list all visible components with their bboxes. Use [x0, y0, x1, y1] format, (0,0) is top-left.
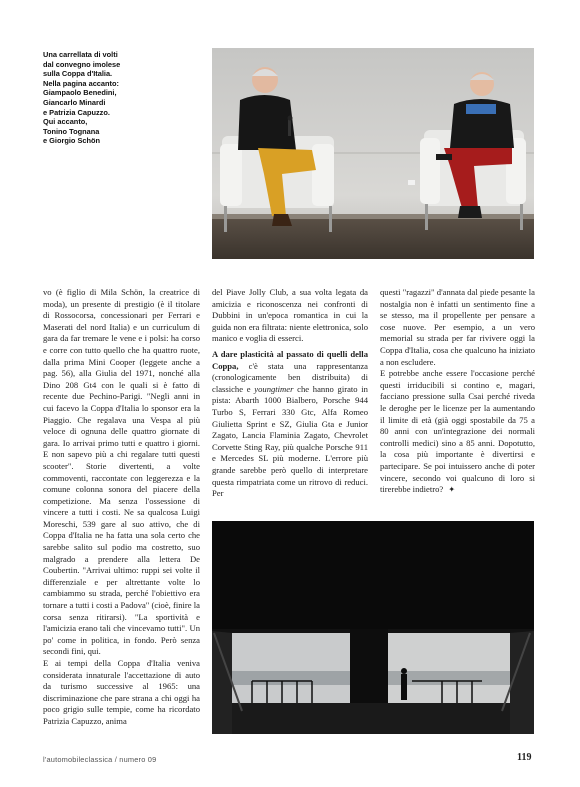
- magazine-footer: l'automobileclassica / numero 09: [43, 755, 157, 764]
- caption-line: e Patrizia Capuzzo.: [43, 107, 110, 117]
- page-number: 119: [517, 752, 532, 763]
- paragraph: [212, 349, 368, 500]
- archway-photo-illustration: [212, 521, 534, 734]
- paragraph: E ai tempi della Coppa d'Italia veniva considerata innaturale l'accettazione di auto da turismo successive al 1965: una discriminazione che pare strana a chi oggi ha poco grigio sulle tempie, come ha ricordato Patrizia Capuzzo, anima: [43, 658, 200, 726]
- photo-tognana-schon: [212, 48, 534, 259]
- caption-line: dal convegno imolese: [43, 59, 121, 69]
- article-column-3: [380, 287, 535, 496]
- paragraph-text: c'è stata una rappresentanza (cronologicamente ben distribuita) di classiche e: [212, 360, 368, 394]
- paragraph: del Piave Jolly Club, a sua volta legata da amicizia e riconoscenza nei confronti di Dubbini in un'epoca romantica in cui la guida non era filtrata: niente elettronica, solo manico e voglia di esserci.: [212, 287, 368, 344]
- paragraph: vo (è figlio di Mila Schön, la creatrice di moda), un presente di prestigio (è il titolare di Rossocorsa, concessionari per Ferrari e Maserati del nord Italia) e un curriculum di gara da far tremare le vene e i polsi: ha corso e corre con tutto quello che ha quattro ruote, dalla prima Mini Cooper (leggete anche a pag. 56), alla Giulia del 1971, nonché alla Dino 208 Gt4 con le quali si è fatto di recente due Pechino-Parigi. "Negli anni in cui facevo la Coppa d'Italia lo sponsor era la Piaggio. Che regalava una Vespa al più veloce di ognuna delle quattro giornate di gara. Io arrivai primo tutti e quattro i giorni. E non sapevo più a chi regalare tutti questi scooter". Storie divertenti, a volte commoventi, raccontate con leggerezza e la comune colonna sonora del piacere della competizione. Ma senza l'ossessione di vincere a tutti i costi. Ne sa qualcosa Luigi Moreschi, 539 gare al suo attivo, che di Coppa d'Italia ne ha fatta una sola certo che sarebbe salito sul podio ma costretto, suo malgrado a prendere alla lettera De Coubertin. "Arrivai ultimo: ruppi sei volte il differenziale e per altrettante volte lo cambiammo su strada, perché l'obiettivo era tornare a tutti i costi a Padova" (cioè, finire la corsa senza ritirarsi). "La sportività e l'amicizia erano tali che vincevamo tutti". Un po' come in politica, in fondo. Però senza secondi fini, qui.: [43, 287, 200, 657]
- caption-line: Giancarlo Minardi: [43, 97, 106, 107]
- caption-line: Tonino Tognana: [43, 126, 100, 136]
- paragraph-text: E potrebbe anche essere l'occasione perché questi irriducibili si contino e, magari, facciano pressione sulla Csai perché riveda le deroghe per le licenze per la aumentando il limite di età (già oggi spostabile da 75 a 80 anni con un'integrazione dei normali controlli medici) sino a 85 anni. Dopotutto, la cosa più importante è divertirsi e partecipare. Se poi intuissero anche di poter vincere, secondo voi qualcuno di loro si tirerebbe indietro?: [380, 368, 535, 495]
- caption-line: sulla Coppa d'Italia.: [43, 69, 113, 79]
- caption-line: Nella pagina accanto:: [43, 78, 119, 88]
- article-column-2: [212, 287, 368, 500]
- article-column-1: [43, 287, 200, 728]
- paragraph: [380, 368, 535, 496]
- caption-line: Giampaolo Benedini,: [43, 88, 117, 98]
- photo-caption: [43, 50, 203, 146]
- italic-term: youngtimer: [254, 383, 294, 394]
- stage-photo-illustration: [212, 48, 534, 259]
- caption-line: Una carrellata di volti: [43, 50, 118, 59]
- caption-line: Qui accanto,: [43, 117, 88, 127]
- caption-line: e Giorgio Schön: [43, 136, 101, 146]
- lead-in-bold: A dare plasticità al passato di quelli della Coppa,: [212, 348, 368, 371]
- paragraph-text: che hanno girato in pista: Abarth 1000 Bialbero, Porsche 944 Turbo S, Ferrari 330 Gtc, Alfa Romeo Giulietta Sprint e SZ, Giulia Gta e Junior Zagato, Lancia Flaminia Zagato, Chevrolet Corvette Sting Ray, più qualche Porsche 911 e Mercedes SL più moderne. L'errore più grande sarebbe però quello di interpretare questa rimpatriata come un ritrovo di reduci. Per: [212, 383, 368, 499]
- photo-archway-silhouette: [212, 521, 534, 734]
- paragraph: questi "ragazzi" d'annata dal piede pesante la nostalgia non è infatti un sentimento fine a se stesso, ma il propellente per pensare a cose nuove. Per esempio, a un vero memorial su strada per far rivivere oggi la Coppa d'Italia, cosa che qualcuno ha iniziato a non escludere.: [380, 287, 535, 367]
- end-of-article-icon: ✦: [448, 485, 456, 495]
